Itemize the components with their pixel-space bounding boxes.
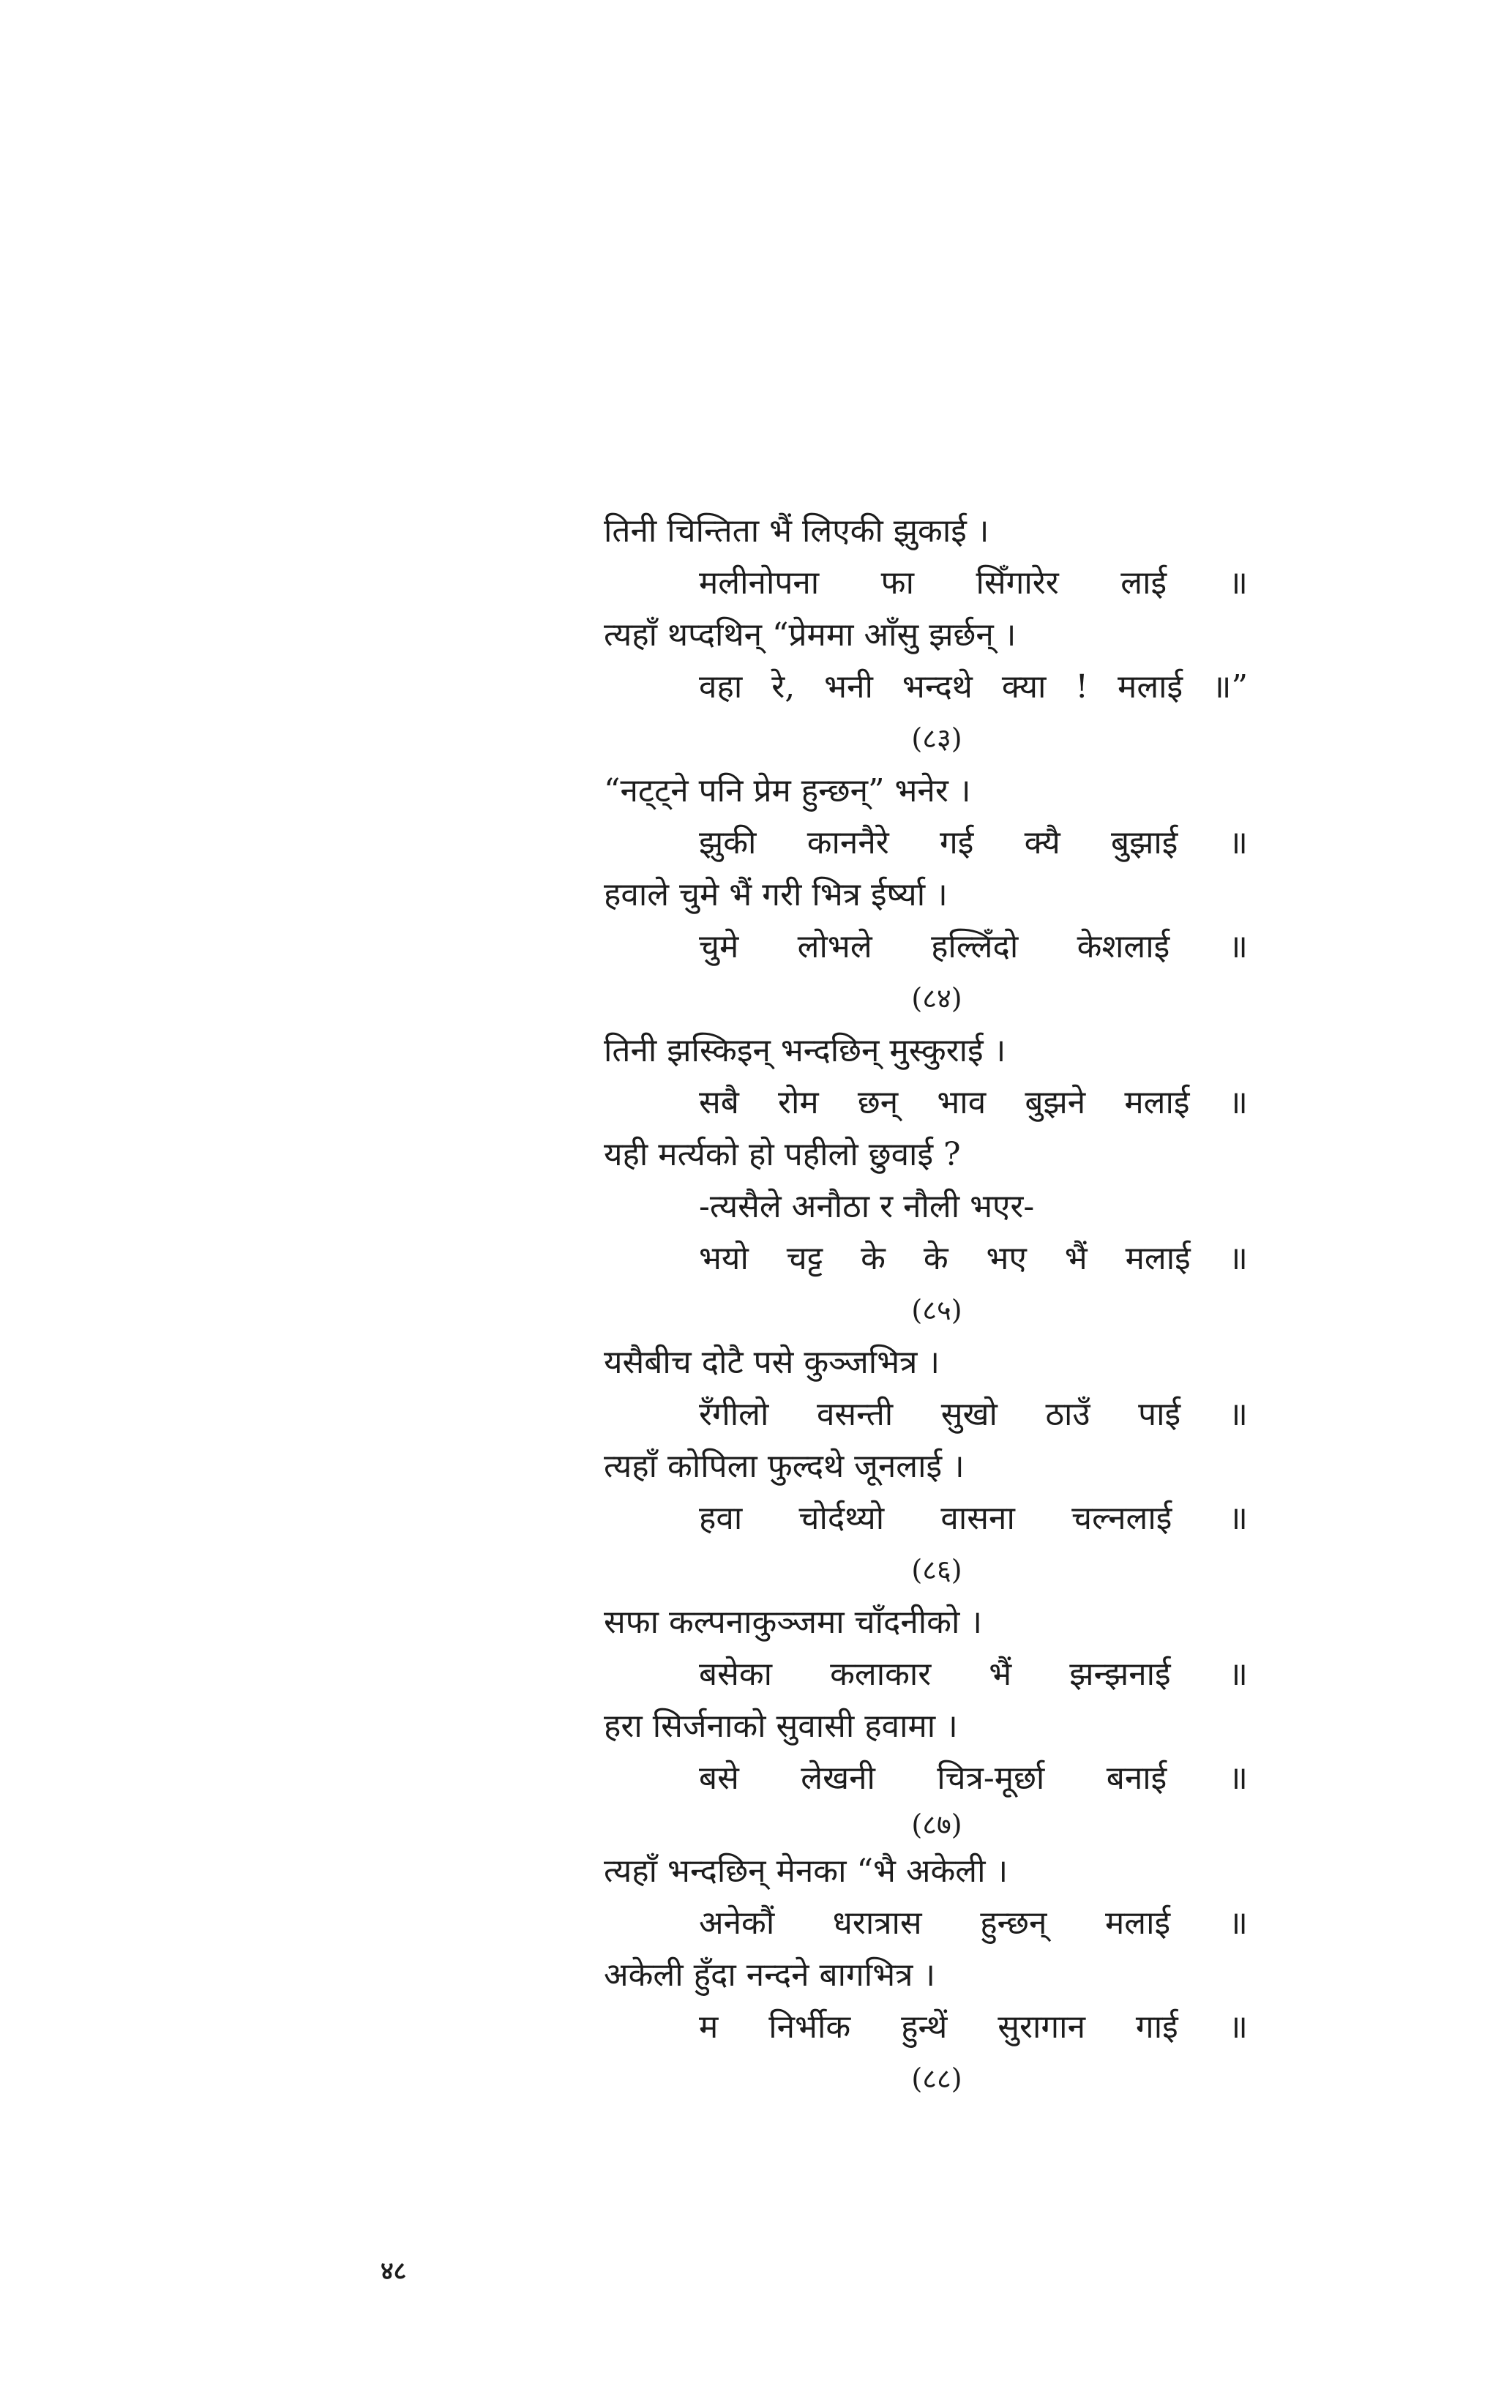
verse-line bbox=[604, 1233, 1248, 1285]
verse-line-text: मलीनोपना फा सिँगारेर लाई ॥ bbox=[699, 564, 1248, 602]
verse-line-text: तिनी चिन्तिता भैं लिएकी झुकाई । bbox=[604, 512, 989, 550]
verse-line-text: म निर्भीक हुन्थें सुरागान गाई ॥ bbox=[699, 2008, 1248, 2046]
verse-line bbox=[604, 869, 1248, 921]
verse-line bbox=[604, 1845, 1248, 1897]
verse-line-text: हरा सिर्जनाको सुवासी हवामा । bbox=[604, 1708, 958, 1745]
verse-line bbox=[604, 817, 1248, 869]
stanza-number: (८६) bbox=[911, 1554, 962, 1586]
stanza-number: (८७) bbox=[911, 1809, 962, 1841]
verse-line-text: बसे लेखनी चित्र-मूर्छा बनाई ॥ bbox=[699, 1760, 1248, 1797]
verse-line bbox=[604, 1596, 1248, 1648]
verse-line-text: वहा रे, भनी भन्दथे क्या ! मलाई ॥” bbox=[699, 668, 1248, 706]
verse-line-text: सबै रोम छन् भाव बुझने मलाई ॥ bbox=[699, 1084, 1248, 1121]
verse-line-text: झुकी काननैरे गई क्यै बुझाई ॥ bbox=[699, 824, 1248, 861]
verse-line bbox=[604, 557, 1248, 609]
verse-line-text: त्यहाँ कोपिला फुल्दथे जूनलाई । bbox=[604, 1448, 965, 1485]
verse-line bbox=[604, 1025, 1248, 1077]
verse-line-text: यही मर्त्यको हो पहीलो छुवाई ? bbox=[604, 1136, 961, 1173]
verse-line bbox=[604, 1077, 1248, 1129]
verse-line-text: हवाले चुमे भैं गरी भित्र ईर्ष्या । bbox=[604, 876, 948, 913]
verse-line-text: भयो चट्ट के के भए भैं मलाई ॥ bbox=[699, 1240, 1248, 1277]
verse-line-text: अकेली हुँदा नन्दने बागभित्र । bbox=[604, 1956, 936, 1994]
stanza-number: (८५) bbox=[911, 1294, 962, 1326]
poem-body bbox=[604, 505, 1248, 2105]
verse-line bbox=[604, 1700, 1248, 1752]
verse-line bbox=[604, 1897, 1248, 1949]
verse-line-text: अनेकौं धरात्रास हुन्छन् मलाई ॥ bbox=[699, 1904, 1248, 1942]
page-number: ४८ bbox=[381, 2256, 407, 2286]
verse-line bbox=[604, 921, 1248, 973]
verse-line bbox=[604, 505, 1248, 557]
verse-line-text: -त्यसैले अनौठा र नौली भएर- bbox=[699, 1188, 1035, 1225]
verse-line-text: सफा कल्पनाकुञ्जमा चाँदनीको । bbox=[604, 1604, 983, 1641]
verse-line bbox=[604, 765, 1248, 817]
verse-line bbox=[604, 1388, 1248, 1440]
verse-line-text: त्यहाँ भन्दछिन् मेनका “भै अकेली । bbox=[604, 1852, 1008, 1890]
verse-line bbox=[604, 1129, 1248, 1181]
verse-line-text: त्यहाँ थप्दथिन् “प्रेममा आँसु झर्छन् । bbox=[604, 616, 1017, 654]
verse-line bbox=[604, 1492, 1248, 1544]
verse-line-text: बसेका कलाकार भैं झन्झनाई ॥ bbox=[699, 1656, 1248, 1693]
verse-line-text: रँगीलो वसन्ती सुखो ठाउँ पाई ॥ bbox=[699, 1396, 1248, 1433]
verse-line bbox=[604, 1949, 1248, 2001]
verse-line bbox=[604, 1648, 1248, 1700]
stanza-number: (८८) bbox=[911, 2063, 962, 2095]
verse-line bbox=[604, 1181, 1248, 1233]
verse-line-text: तिनी झस्किइन् भन्दछिन् मुस्कुराई । bbox=[604, 1032, 1006, 1069]
verse-line bbox=[604, 1336, 1248, 1388]
verse-line bbox=[604, 609, 1248, 661]
verse-line bbox=[604, 2001, 1248, 2053]
verse-line bbox=[604, 661, 1248, 713]
verse-line-text: “नट्ट्ने पनि प्रेम हुन्छन्” भनेर । bbox=[604, 772, 971, 809]
verse-line-text: हवा चोर्दथ्यो वासना चल्नलाई ॥ bbox=[699, 1500, 1248, 1537]
stanza-number: (८४) bbox=[911, 982, 962, 1014]
verse-line-text: यसैबीच दोटै पसे कुञ्जभित्र । bbox=[604, 1344, 940, 1381]
verse-line bbox=[604, 1440, 1248, 1492]
stanza-number: (८३) bbox=[911, 722, 962, 755]
verse-line-text: चुमे लोभले हल्लिँदो केशलाई ॥ bbox=[699, 928, 1248, 965]
verse-line bbox=[604, 1752, 1248, 1804]
